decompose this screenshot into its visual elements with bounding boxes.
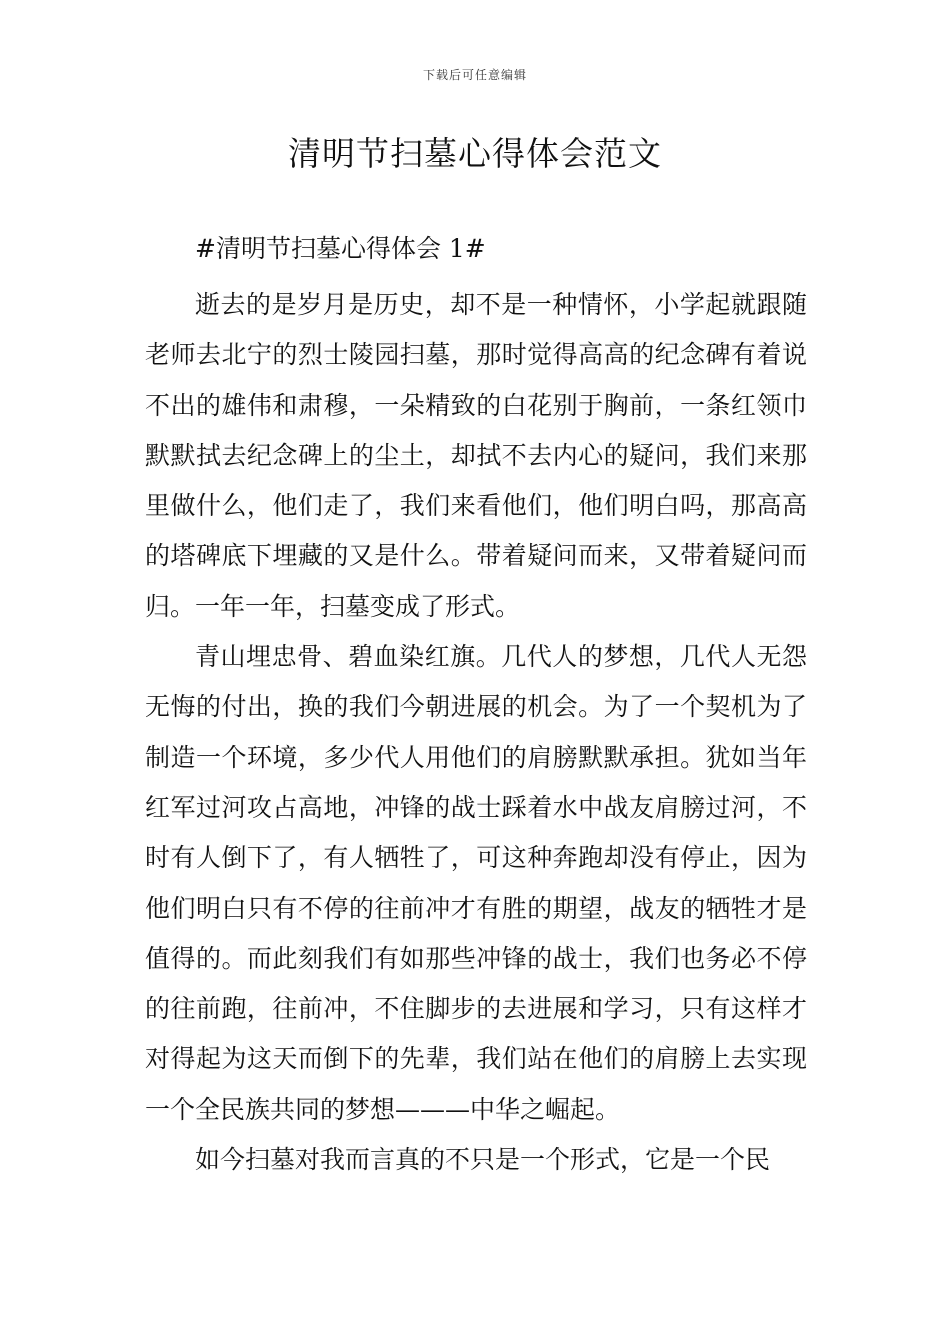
section-heading: #清明节扫墓心得体会 1# [195, 234, 486, 263]
paragraph: 如今扫墓对我而言真的不只是一个形式，它是一个民 [195, 1145, 771, 1175]
paragraph: 青山埋忠骨、碧血染红旗。几代人的梦想，几代人无怨无悔的付出，换的我们今朝进展的机会。为了一个契机为了制造一个环境，多少代人用他们的肩膀默默承担。犹如当年红军过河攻占高地，冲锋的战士踩着水中战友肩膀过河，不时有人倒下了，有人牺牲了，可这种奔跑却没有停止，因为他们明白只有不停的往前冲才有胜的期望，战友的牺牲才是值得的。而此刻我们有如那些冲锋的战士，我们也务必不停的往前跑，往前冲，不住脚步的去进展和学习，只有这样才对得起为这天而倒下的先辈，我们站在他们的肩膀上去实现一个全民族共同的梦想———中华之崛起。 [145, 642, 807, 1124]
document-body [145, 230, 807, 1185]
paragraph: 逝去的是岁月是历史，却不是一种情怀，小学起就跟随老师去北宁的烈士陵园扫墓，那时觉得高高的纪念碑有着说不出的雄伟和肃穆，一朵精致的白花别于胸前，一条红领巾默默拭去纪念碑上的尘土，却拭不去内心的疑问，我们来那里做什么，他们走了，我们来看他们，他们明白吗，那高高的塔碑底下埋藏的又是什么。带着疑问而来，又带着疑问而归。一年一年，扫墓变成了形式。 [145, 290, 807, 621]
page-header-note: 下载后可任意编辑 [422, 68, 527, 82]
document-title: 清明节扫墓心得体会范文 [288, 134, 662, 173]
